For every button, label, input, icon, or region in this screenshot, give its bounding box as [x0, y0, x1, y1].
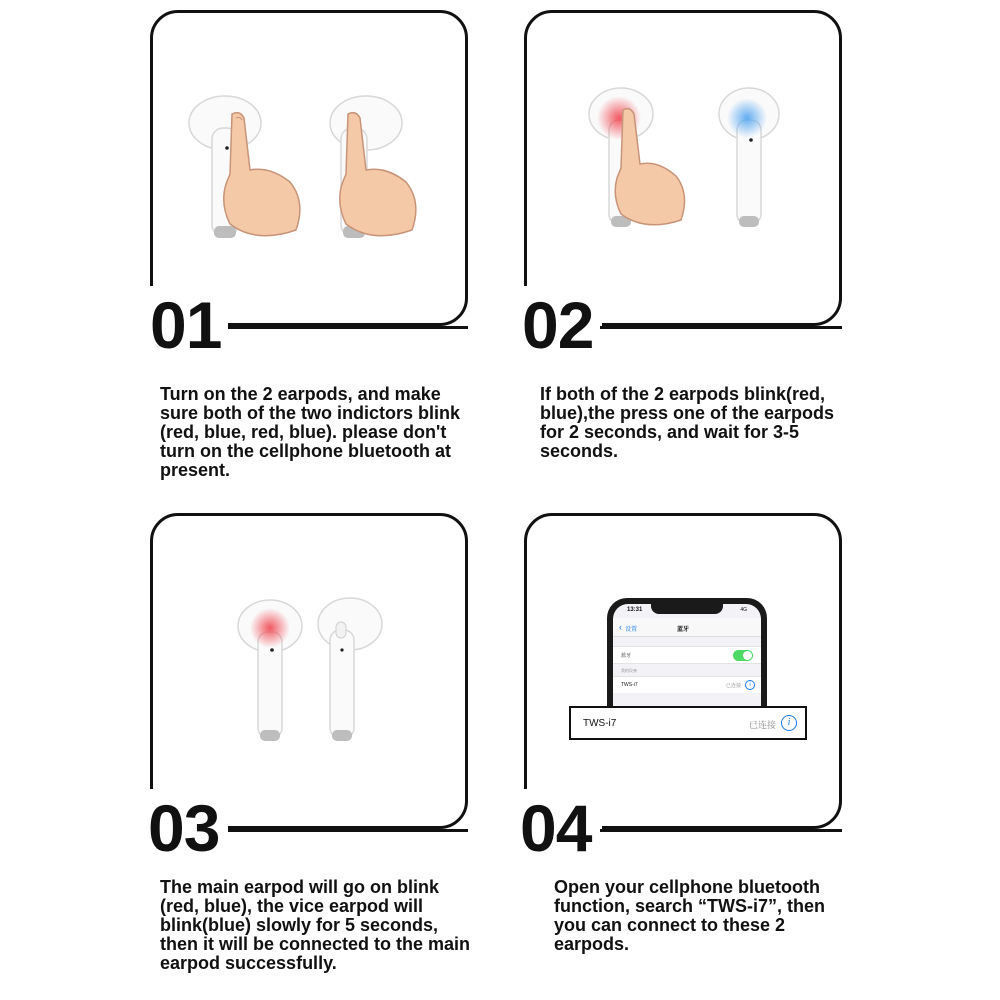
step-3-line	[228, 829, 468, 832]
step-1-number: 01	[150, 288, 222, 362]
finger-hand-icon	[224, 113, 300, 236]
step-3-illustration	[232, 594, 392, 754]
step-1-description: Turn on the 2 earpods, and make sure both of the two indictors blink (red, blue, red, blue). please don't turn on the cellphone bluetooth at present.	[160, 384, 460, 480]
step-3-description: The main earpod will go on blink (red, blue), the vice earpod will blink(blue) slowly for 5 seconds, then it will be connected to the main earpod successfully.	[160, 877, 471, 973]
device-callout[interactable]	[569, 706, 807, 740]
bluetooth-toggle[interactable]	[733, 650, 753, 661]
back-button[interactable]: 设置	[625, 627, 638, 633]
step-2-illustration	[585, 82, 785, 242]
step-1-line	[228, 326, 468, 329]
earbud-icon	[318, 598, 382, 741]
step-4-number: 04	[520, 791, 592, 865]
callout-device-name: TWS-i7	[583, 718, 617, 729]
step-2-description: If both of the 2 earpods blink(red, blue),the press one of the earpods for 2 seconds, and wait for 3-5 seconds.	[540, 384, 835, 461]
callout-device-status: 已连接	[749, 720, 777, 730]
step-2-line	[600, 326, 842, 329]
device-name: TWS-i7	[621, 682, 638, 688]
back-chevron-icon[interactable]: ‹	[619, 622, 622, 632]
status-time: 13:31	[627, 607, 643, 613]
earbud-icon	[238, 600, 302, 741]
toggle-knob	[743, 651, 752, 660]
bluetooth-row	[613, 646, 761, 664]
bluetooth-row-label: 蓝牙	[621, 653, 632, 659]
step-4-description: Open your cellphone bluetooth function, search “TWS-i7”, then you can connect to these 2 earpods.	[554, 877, 826, 954]
nav-bar	[613, 618, 761, 637]
device-status: 已连接	[725, 683, 741, 689]
step-2-number: 02	[522, 288, 594, 362]
earbud-icon	[719, 88, 779, 227]
info-icon[interactable]: i	[745, 680, 755, 690]
step-1-illustration	[180, 88, 440, 258]
device-row[interactable]	[613, 676, 761, 693]
section-header: 我的设备	[621, 668, 637, 673]
callout-info-icon[interactable]: i	[781, 715, 797, 731]
screen-title: 蓝牙	[677, 627, 690, 633]
phone-notch	[651, 604, 723, 614]
status-signal: 4G	[740, 607, 747, 613]
step-3-number: 03	[148, 791, 220, 865]
step-4-line	[600, 829, 842, 832]
